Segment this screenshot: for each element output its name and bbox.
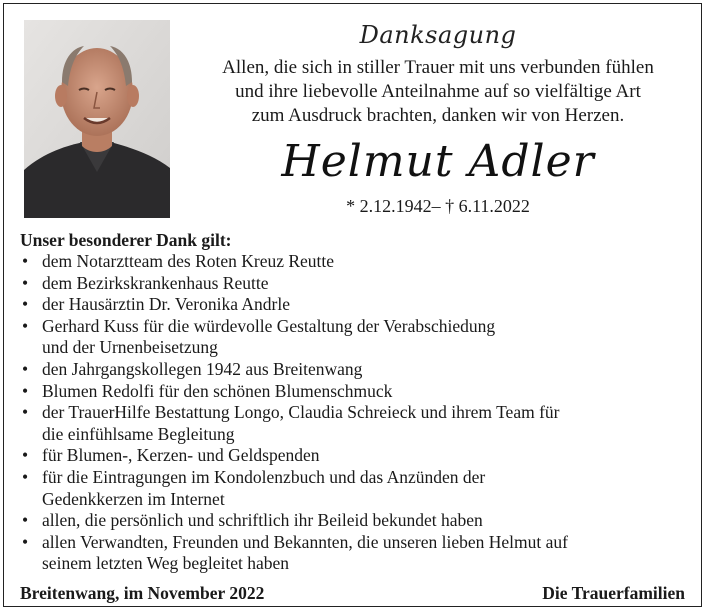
thanks-list-item	[20, 316, 690, 359]
bullet-icon: •	[22, 402, 29, 423]
bullet-icon: •	[22, 510, 29, 531]
thanks-item-line: und der Urnenbeisetzung	[42, 337, 218, 358]
bullet-icon: •	[22, 358, 29, 379]
thanks-item-line: seinem letzten Weg begleitet haben	[42, 553, 290, 574]
thanks-item-line: der Hausärztin Dr. Veronika Andrle	[42, 294, 291, 315]
thanks-item-line: Gerhard Kuss für die würdevolle Gestaltung der Verabschiedung	[42, 315, 496, 336]
thanks-list-item	[20, 381, 690, 403]
thanks-list-item	[20, 402, 690, 445]
notice-header	[180, 14, 696, 218]
bullet-icon: •	[22, 315, 29, 336]
thanks-item-line: dem Bezirkskrankenhaus Reutte	[42, 272, 269, 293]
life-dates: * 2.12.1942– † 6.11.2022	[346, 196, 530, 216]
thanks-list-item	[20, 251, 690, 273]
thanks-item-line: der TrauerHilfe Bestattung Longo, Claudia Schreieck und ihrem Team für	[42, 402, 560, 423]
bullet-icon: •	[22, 294, 29, 315]
intro-text	[180, 56, 696, 128]
thanks-item-line: die einfühlsame Begleitung	[42, 423, 235, 444]
thanks-item-line: für die Eintragungen im Kondolenzbuch und das Anzünden der	[42, 466, 486, 487]
bullet-icon: •	[22, 445, 29, 466]
thanks-item-line: den Jahrgangskollegen 1942 aus Breitenwang	[42, 358, 363, 379]
thanks-heading: Unser besonderer Dank gilt:	[20, 230, 232, 250]
portrait-photo	[24, 20, 170, 218]
thanks-list-item	[20, 467, 690, 510]
thanks-item-line: allen Verwandten, Freunden und Bekannten, die unseren lieben Helmut auf	[42, 531, 568, 552]
thanks-list-item	[20, 445, 690, 467]
bullet-icon: •	[22, 466, 29, 487]
thanks-list-item	[20, 273, 690, 295]
bullet-icon: •	[22, 380, 29, 401]
thanks-list-item	[20, 532, 690, 575]
place-date: Breitenwang, im November 2022	[20, 583, 265, 603]
deceased-name: Helmut Adler	[281, 136, 595, 187]
bullet-icon: •	[22, 272, 29, 293]
thanks-list-item	[20, 510, 690, 532]
thanks-list	[20, 251, 690, 575]
thanks-item-line: allen, die persönlich und schriftlich ihr Beileid bekundet haben	[42, 510, 483, 531]
intro-line: zum Ausdruck brachten, danken wir von Herzen.	[251, 105, 625, 126]
intro-line: und ihre liebevolle Anteilnahme auf so vielfältige Art	[235, 81, 641, 102]
signature: Die Trauerfamilien	[542, 583, 685, 603]
intro-line: Allen, die sich in stiller Trauer mit uns verbunden fühlen	[222, 57, 654, 78]
notice-title: Danksagung	[359, 21, 517, 49]
bullet-icon: •	[22, 531, 29, 552]
bullet-icon: •	[22, 251, 29, 271]
thanks-item-line: für Blumen-, Kerzen- und Geldspenden	[42, 445, 320, 466]
thanks-item-line: Gedenkkerzen im Internet	[42, 488, 225, 509]
thanks-list-item	[20, 294, 690, 316]
thanks-item-line: dem Notarztteam des Roten Kreuz Reutte	[42, 251, 335, 271]
thanks-list-item	[20, 359, 690, 381]
portrait-image	[24, 20, 170, 218]
thanks-item-line: Blumen Redolfi für den schönen Blumenschmuck	[42, 380, 393, 401]
